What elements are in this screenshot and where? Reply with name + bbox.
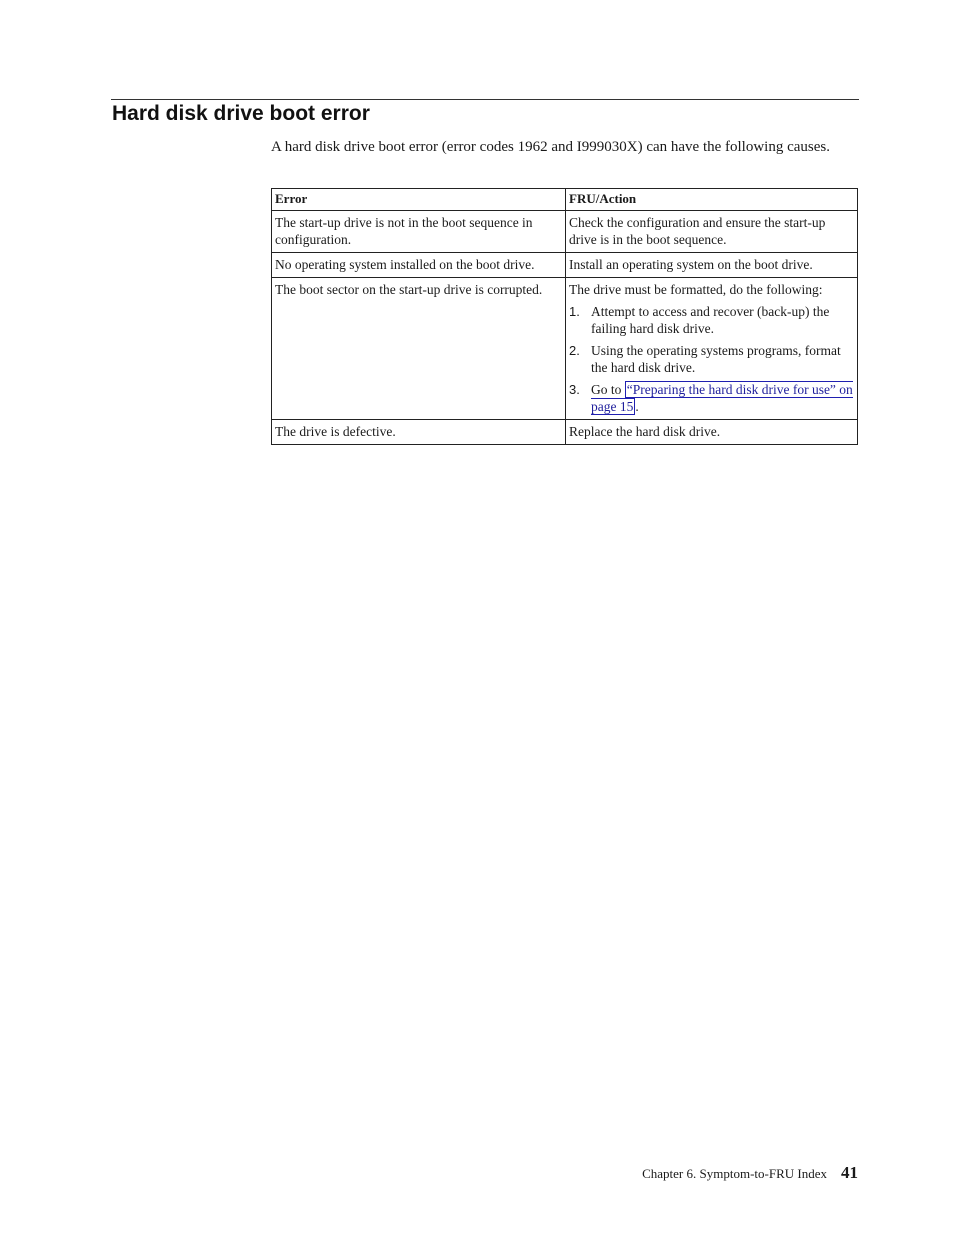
step-number: 3. — [569, 382, 580, 397]
table-row — [272, 278, 858, 420]
section-title: Hard disk drive boot error — [112, 102, 370, 125]
section-rule — [111, 99, 859, 100]
step-number: 2. — [569, 343, 580, 358]
header-error: Error — [272, 189, 566, 211]
error-cell: The start-up drive is not in the boot sequence in configuration. — [272, 211, 566, 253]
action-cell: Replace the hard disk drive. — [566, 420, 858, 445]
table-header-row — [272, 189, 858, 211]
preparing-drive-link[interactable]: “Preparing the hard disk drive for use” on page 15 — [591, 382, 853, 414]
list-item — [569, 381, 853, 415]
action-cell: Install an operating system on the boot drive. — [566, 253, 858, 278]
error-cell: The drive is defective. — [272, 420, 566, 445]
step-suffix: . — [635, 399, 639, 414]
table-row — [272, 211, 858, 253]
header-fru-action: FRU/Action — [566, 189, 858, 211]
step-text: Using the operating systems programs, format the hard disk drive. — [591, 343, 841, 375]
action-cell: Check the configuration and ensure the start-up drive is in the boot sequence. — [566, 211, 858, 253]
step-number: 1. — [569, 304, 580, 319]
action-steps-list — [569, 303, 853, 415]
footer-chapter: Chapter 6. Symptom-to-FRU Index — [642, 1166, 827, 1181]
table-row — [272, 420, 858, 445]
step-text: Attempt to access and recover (back-up) the failing hard disk drive. — [591, 304, 830, 336]
step-prefix: Go to — [591, 382, 625, 397]
error-table — [271, 188, 858, 445]
page-footer — [642, 1162, 858, 1185]
action-cell — [566, 278, 858, 420]
error-cell: No operating system installed on the boot drive. — [272, 253, 566, 278]
list-item — [569, 303, 853, 337]
intro-paragraph: A hard disk drive boot error (error codes 1962 and I999030X) can have the following causes. — [271, 139, 830, 155]
action-intro: The drive must be formatted, do the following: — [569, 282, 823, 297]
page-number: 41 — [841, 1163, 858, 1182]
error-cell: The boot sector on the start-up drive is corrupted. — [272, 278, 566, 420]
list-item — [569, 342, 853, 376]
table-row — [272, 253, 858, 278]
